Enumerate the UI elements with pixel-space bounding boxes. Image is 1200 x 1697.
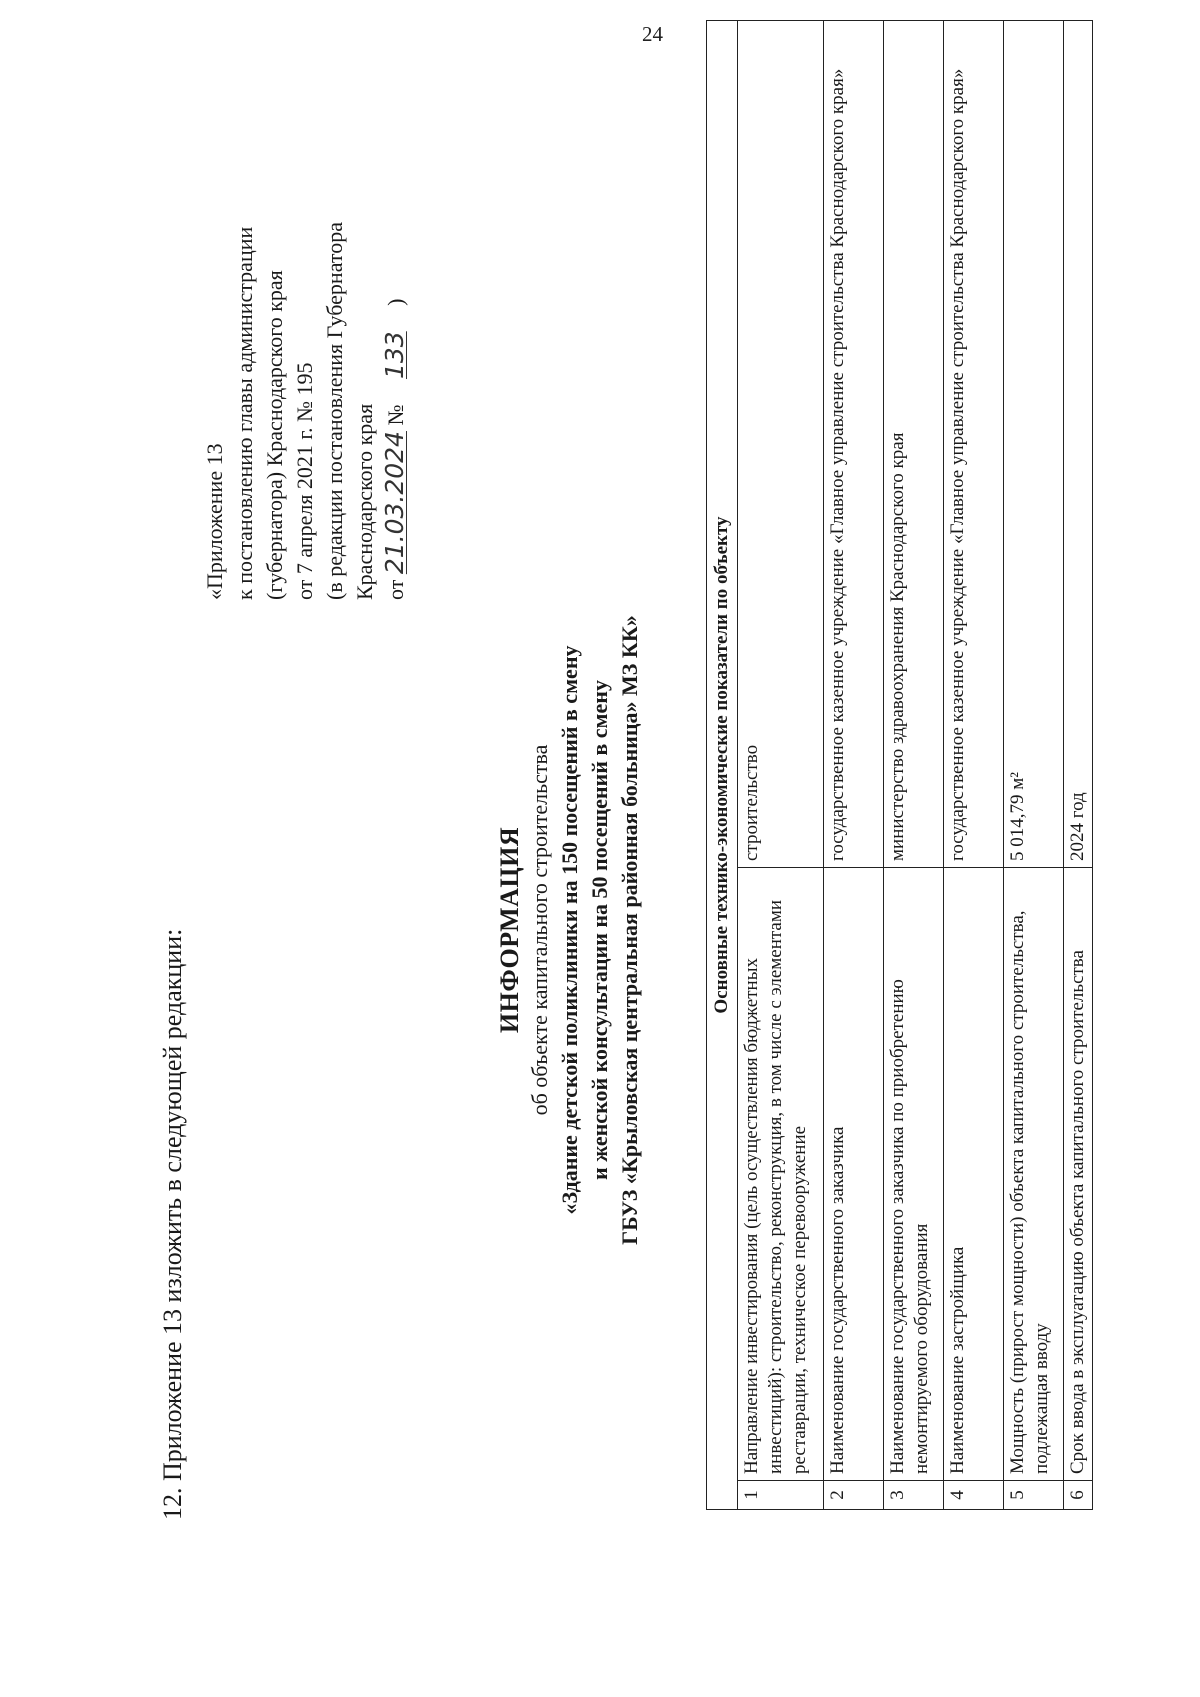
table-row xyxy=(738,21,824,1510)
object-name-line: ГБУЗ «Крыловская центральная районная больница» МЗ КК» xyxy=(617,615,642,1245)
row-value: министерство здравоохранения Краснодарского края xyxy=(884,21,944,868)
row-label: Наименование застройщика xyxy=(944,868,1004,1481)
row-value: 2024 год xyxy=(1064,21,1093,868)
document-title-block xyxy=(495,540,645,1320)
intro-paragraph: 12. Приложение 13 изложить в следующей редакции: xyxy=(158,928,187,1520)
row-value: государственное казенное учреждение «Главное управление строительства Краснодарского края» xyxy=(944,21,1004,868)
appendix-line: от 7 апреля 2021 г. № 195 xyxy=(292,362,317,600)
indicators-table xyxy=(706,20,1093,1510)
appendix-line: Краснодарского края xyxy=(352,403,377,600)
object-name-line: «Здание детской поликлиники на 150 посещений в смену xyxy=(557,645,582,1215)
appendix-line: (губернатора) Краснодарского края xyxy=(262,270,287,600)
appendix-line: «Приложение 13 xyxy=(202,443,227,600)
row-label: Наименование государственного заказчика по приобретению немонтируемого оборудования xyxy=(884,868,944,1481)
closing-paren: ) xyxy=(383,298,408,306)
date-prefix: от xyxy=(383,579,408,600)
table-header-row xyxy=(707,21,738,1510)
appendix-date-line xyxy=(380,40,411,600)
table-row xyxy=(1064,21,1093,1510)
handwritten-date: 21.03.2024 xyxy=(380,431,409,575)
number-sign: № xyxy=(383,404,408,426)
row-label: Мощность (прирост мощности) объекта капитального строительства, подлежащая вводу xyxy=(1004,868,1064,1481)
row-number: 6 xyxy=(1064,1481,1093,1510)
handwritten-number: 133 xyxy=(380,331,409,380)
row-label: Направление инвестирования (цель осуществления бюджетных инвестиций): строительство, реконструкция, в том числе с элементами реставрации, техническое перевооружение xyxy=(738,868,824,1481)
table-row xyxy=(824,21,884,1510)
table-row xyxy=(1004,21,1064,1510)
row-number: 4 xyxy=(944,1481,1004,1510)
row-number: 2 xyxy=(824,1481,884,1510)
appendix-reference-block xyxy=(200,40,411,600)
row-value: строительство xyxy=(738,21,824,868)
table-row xyxy=(944,21,1004,1510)
row-number: 5 xyxy=(1004,1481,1064,1510)
row-value: 5 014,79 м² xyxy=(1004,21,1064,868)
page-number: 24 xyxy=(642,22,663,46)
row-value: государственное казенное учреждение «Главное управление строительства Краснодарского края» xyxy=(824,21,884,868)
table-header: Основные технико-экономические показатели по объекту xyxy=(707,21,738,1510)
row-number: 1 xyxy=(738,1481,824,1510)
document-subtitle: об объекте капитального строительства xyxy=(527,744,552,1116)
row-label: Наименование государственного заказчика xyxy=(824,868,884,1481)
object-name-line: и женской консультации на 50 посещений в смену xyxy=(587,680,612,1180)
row-number: 3 xyxy=(884,1481,944,1510)
appendix-line: к постановлению главы администрации xyxy=(232,226,257,600)
table-row xyxy=(884,21,944,1510)
rotated-document-content xyxy=(0,40,1200,1600)
document-title: ИНФОРМАЦИЯ xyxy=(495,826,524,1034)
appendix-line: (в редакции постановления Губернатора xyxy=(322,222,347,600)
row-label: Срок ввода в эксплуатацию объекта капитального строительства xyxy=(1064,868,1093,1481)
